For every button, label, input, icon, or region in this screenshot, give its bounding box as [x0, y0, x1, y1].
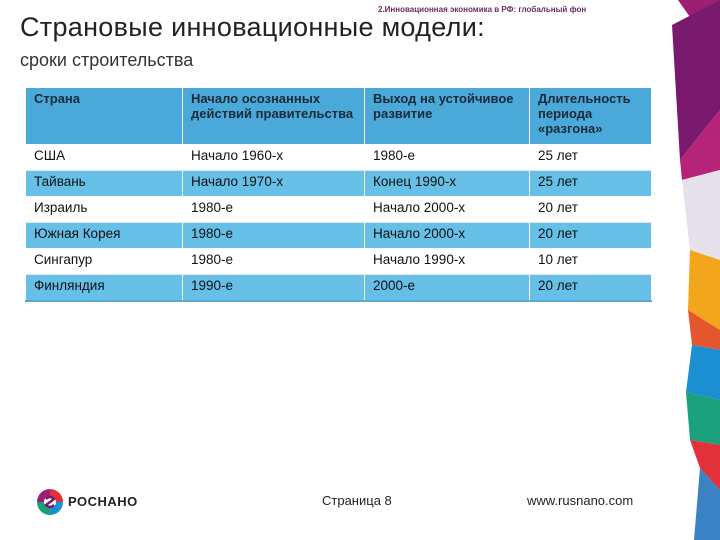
cell-sustainable: 1980-е: [365, 145, 530, 171]
table-row: [26, 249, 652, 275]
cell-country: Сингапур: [26, 249, 183, 275]
rusnano-logo-icon: [36, 488, 64, 516]
page-title: Страновые инновационные модели:: [20, 12, 485, 42]
cell-start: 1990-е: [183, 275, 365, 302]
cell-start: Начало 1970-х: [183, 171, 365, 197]
table-row: [26, 197, 652, 223]
table-row: [26, 223, 652, 249]
cell-country: США: [26, 145, 183, 171]
cell-sustainable: Конец 1990-х: [365, 171, 530, 197]
cell-sustainable: Начало 2000-х: [365, 197, 530, 223]
column-header-duration: Длительность периода «разгона»: [530, 88, 652, 145]
cell-start: 1980-е: [183, 249, 365, 275]
column-header-start: Начало осознанных действий правительства: [183, 88, 365, 145]
cell-duration: 20 лет: [530, 197, 652, 223]
table-row: [26, 275, 652, 302]
cell-country: Израиль: [26, 197, 183, 223]
cell-duration: 20 лет: [530, 223, 652, 249]
cell-start: 1980-е: [183, 223, 365, 249]
page-subtitle: сроки строительства: [20, 50, 194, 70]
cell-duration: 25 лет: [530, 145, 652, 171]
cell-country: Тайвань: [26, 171, 183, 197]
website-link[interactable]: www.rusnano.com: [527, 493, 634, 508]
cell-country: Финляндия: [26, 275, 183, 302]
column-header-sustainable: Выход на устойчивое развитие: [365, 88, 530, 145]
cell-sustainable: Начало 2000-х: [365, 223, 530, 249]
section-note: 2.Инновационная экономика в РФ: глобальный фон: [378, 5, 587, 14]
cell-country: Южная Корея: [26, 223, 183, 249]
table-row: [26, 145, 652, 171]
decorative-ribbon: [670, 0, 720, 540]
cell-duration: 20 лет: [530, 275, 652, 302]
cell-sustainable: 2000-е: [365, 275, 530, 302]
table-header-row: [26, 88, 652, 145]
cell-duration: 10 лет: [530, 249, 652, 275]
cell-start: Начало 1960-х: [183, 145, 365, 171]
logo-text: РОСНАНО: [68, 494, 138, 509]
table-row: [26, 171, 652, 197]
innovation-models-table: [25, 87, 652, 302]
page-number: Страница 8: [322, 493, 392, 508]
column-header-country: Страна: [26, 88, 183, 145]
cell-start: 1980-е: [183, 197, 365, 223]
cell-sustainable: Начало 1990-х: [365, 249, 530, 275]
cell-duration: 25 лет: [530, 171, 652, 197]
